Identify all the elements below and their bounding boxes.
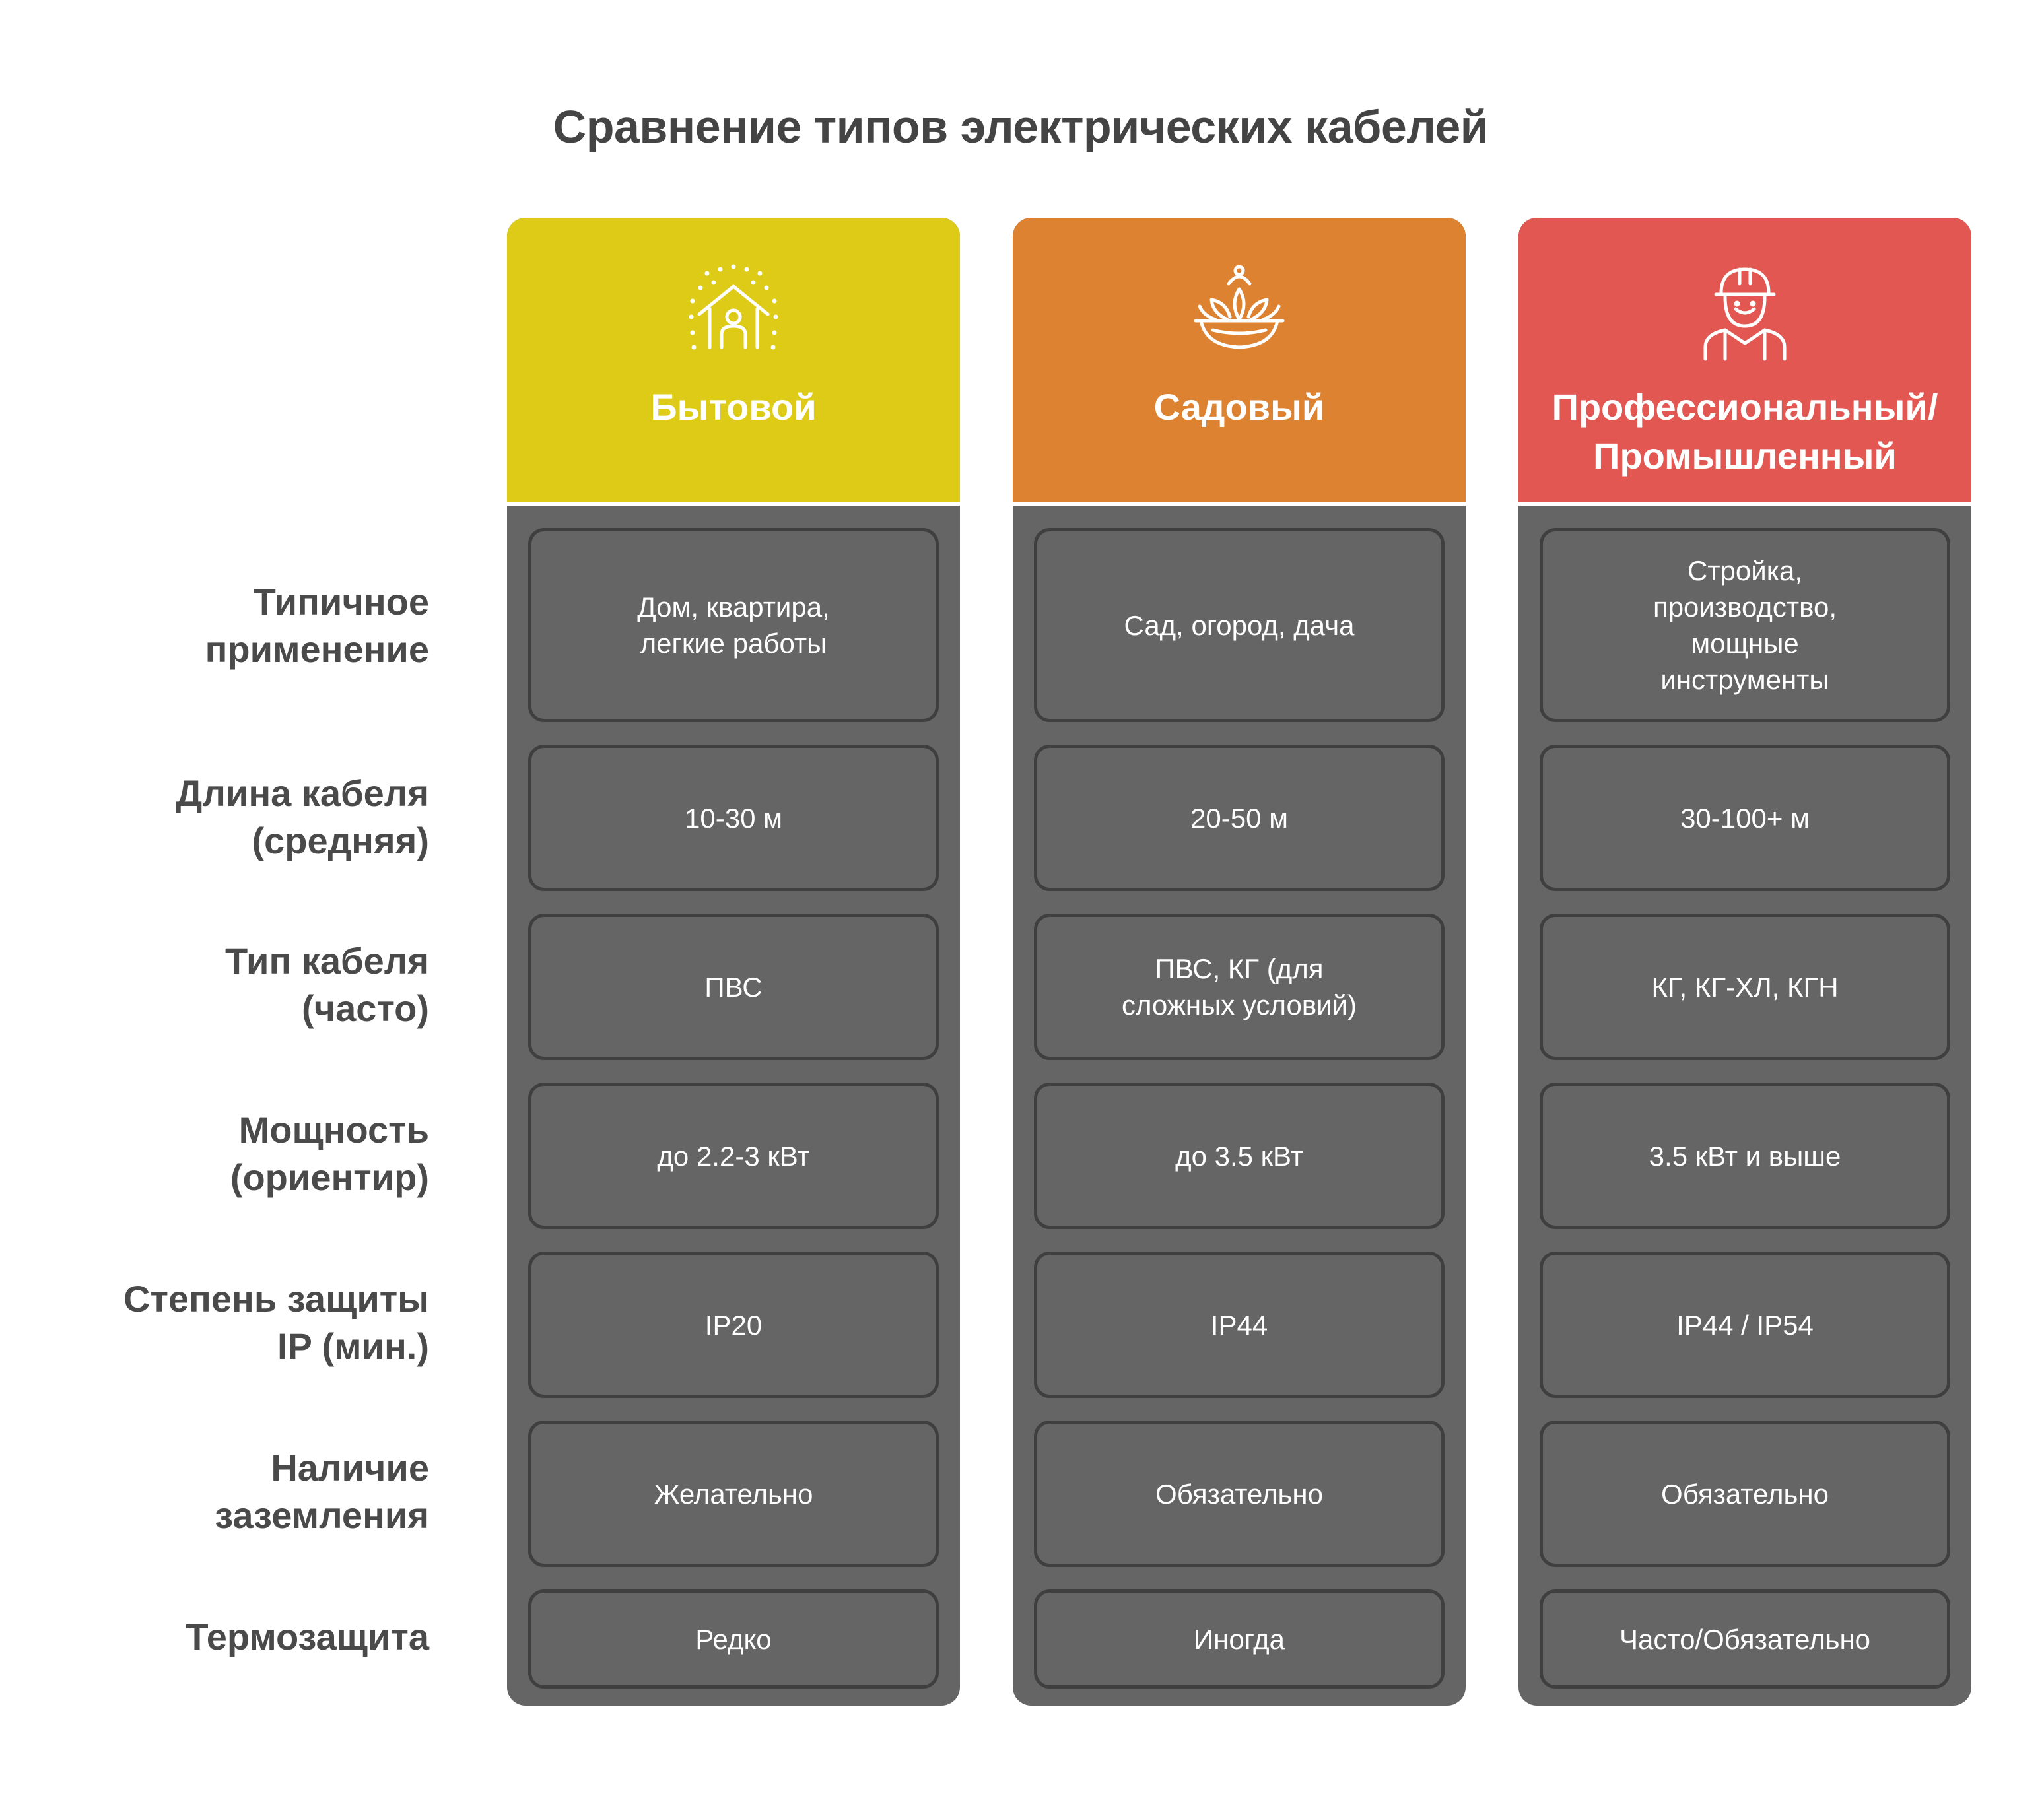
- cell-professional-cable-type: КГ, КГ-ХЛ, КГН: [1540, 914, 1950, 1060]
- cell-professional-thermal: Часто/Обязательно: [1540, 1589, 1950, 1689]
- cell-household-thermal: Редко: [528, 1589, 939, 1689]
- cell-professional-ip: IP44 / IP54: [1540, 1252, 1950, 1398]
- row-label-power: Мощность (ориентир): [230, 1109, 429, 1198]
- row-label-grounding: Наличие заземления: [215, 1447, 429, 1536]
- row-label-usage: Типичное применение: [205, 581, 429, 670]
- cell-garden-cable-type: ПВС, КГ (для сложных условий): [1034, 914, 1445, 1060]
- cell-household-power: до 2.2-3 кВт: [528, 1083, 939, 1229]
- column-household-header: [507, 218, 960, 506]
- cell-professional-grounding: Обязательно: [1540, 1421, 1950, 1567]
- cell-garden-grounding: Обязательно: [1034, 1421, 1445, 1567]
- column-professional: [1518, 218, 1971, 1706]
- row-label-ip: Степень защиты IP (мин.): [123, 1278, 429, 1367]
- column-household-title: Бытовой: [650, 386, 817, 428]
- cell-garden-power: до 3.5 кВт: [1034, 1083, 1445, 1229]
- house-family-icon: [681, 260, 786, 366]
- row-label-cable-type: Тип кабеля (часто): [224, 940, 429, 1029]
- cell-garden-length: 20-50 м: [1034, 745, 1445, 891]
- row-label-length: Длина кабеля (средняя): [176, 772, 429, 861]
- plant-pot-icon: [1186, 260, 1292, 366]
- row-label-thermal: Термозащита: [186, 1616, 429, 1657]
- cell-household-cable-type: ПВС: [528, 914, 939, 1060]
- cell-professional-power: 3.5 кВт и выше: [1540, 1083, 1950, 1229]
- column-garden-header: [1013, 218, 1466, 506]
- cell-household-length: 10-30 м: [528, 745, 939, 891]
- cell-professional-usage: Стройка, производство, мощные инструменты: [1540, 528, 1950, 722]
- column-garden: [1013, 218, 1466, 1706]
- cell-garden-thermal: Иногда: [1034, 1589, 1445, 1689]
- column-professional-header: [1518, 218, 1971, 506]
- cell-garden-ip: IP44: [1034, 1252, 1445, 1398]
- worker-hardhat-icon: [1692, 260, 1798, 366]
- cell-household-grounding: Желательно: [528, 1421, 939, 1567]
- cell-professional-length: 30-100+ м: [1540, 745, 1950, 891]
- column-garden-title: Садовый: [1153, 386, 1325, 428]
- cell-household-ip: IP20: [528, 1252, 939, 1398]
- column-household: [507, 218, 960, 1706]
- column-professional-title: Профессиональный/ Промышленный: [1551, 386, 1938, 477]
- page-title: Сравнение типов электрических кабелей: [553, 101, 1489, 152]
- cell-garden-usage: Сад, огород, дача: [1034, 528, 1445, 722]
- cell-household-usage: Дом, квартира, легкие работы: [528, 528, 939, 722]
